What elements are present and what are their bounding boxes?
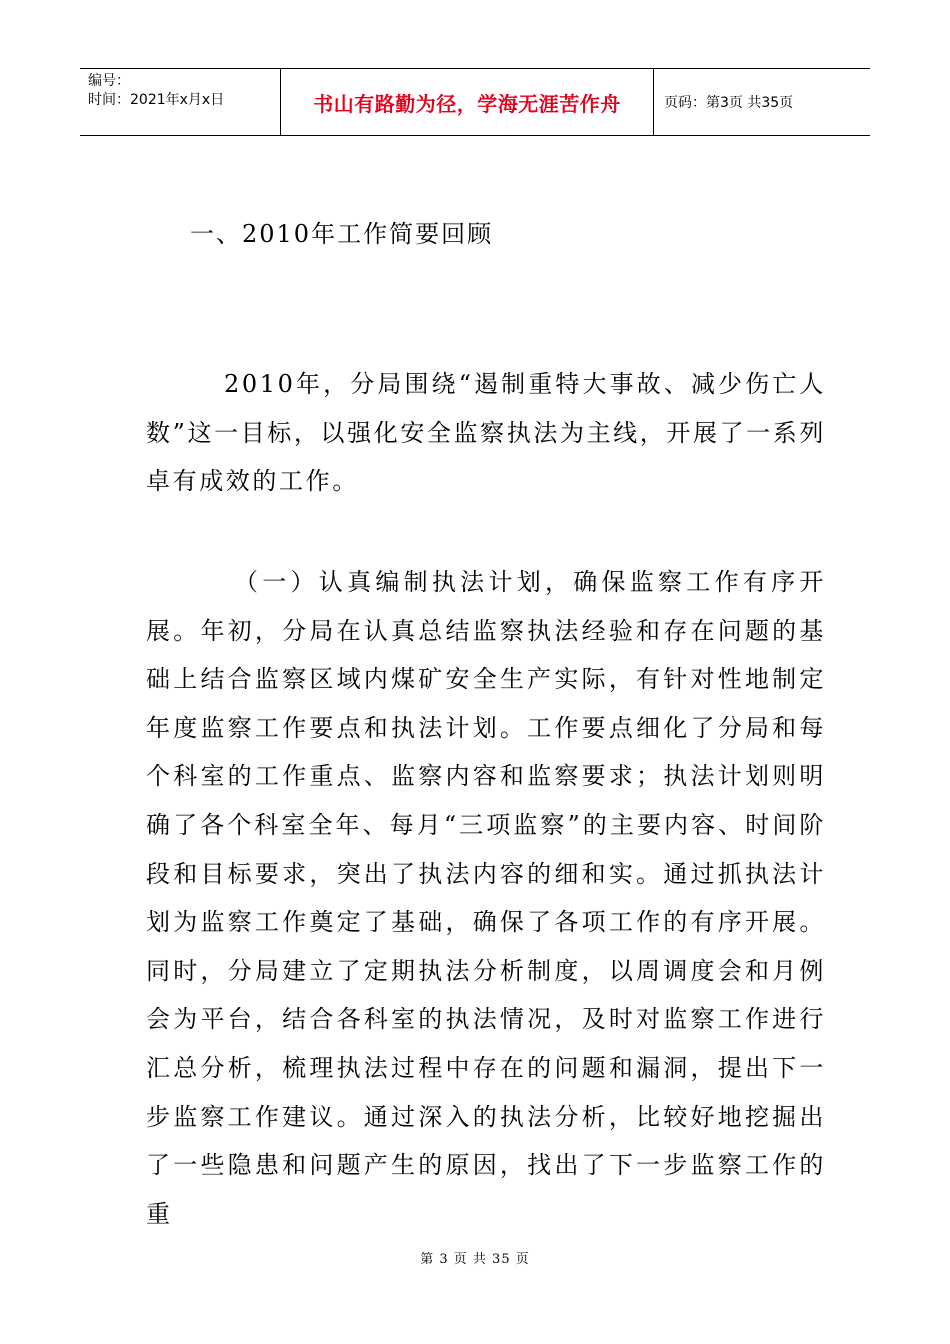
page-footer: 第 3 页 共 35 页 bbox=[420, 1252, 530, 1267]
document-date: 时间：2021年x月x日 bbox=[88, 92, 225, 108]
header-motto: 书山有路勤为径，学海无涯苦作舟 bbox=[280, 69, 654, 135]
document-number-label: 编号： bbox=[88, 73, 130, 89]
header-page-info: 页码：第3页 共35页 bbox=[664, 95, 794, 111]
paragraph-intro: 2010年，分局围绕“遏制重特大事故、减少伤亡人数”这一目标，以强化安全监察执法为主线，开展了一系列卓有成效的工作。 bbox=[146, 370, 826, 496]
section-heading: 一、2010年工作简要回顾 bbox=[190, 220, 494, 248]
header-meta bbox=[80, 69, 280, 135]
document-header bbox=[80, 68, 870, 136]
paragraph-section-1: （一）认真编制执法计划，确保监察工作有序开展。年初，分局在认真总结监察执法经验和存在问题的基础上结合监察区域内煤矿安全生产实际，有针对性地制定年度监察工作要点和执法计划。工作要点细化了分局和每个科室的工作重点、监察内容和监察要求；执法计划则明确了各个科室全年、每月“三项监察”的主要内容、时间阶段和目标要求，突出了执法内容的细和实。通过抓执法计划为监察工作奠定了基础，确保了各项工作的有序开展。同时，分局建立了定期执法分析制度，以周调度会和月例会为平台，结合各科室的执法情况，及时对监察工作进行汇总分析，梳理执法过程中存在的问题和漏洞，提出下一步监察工作建议。通过深入的执法分析，比较好地挖掘出了一些隐患和问题产生的原因，找出了下一步监察工作的重 bbox=[146, 568, 826, 1228]
